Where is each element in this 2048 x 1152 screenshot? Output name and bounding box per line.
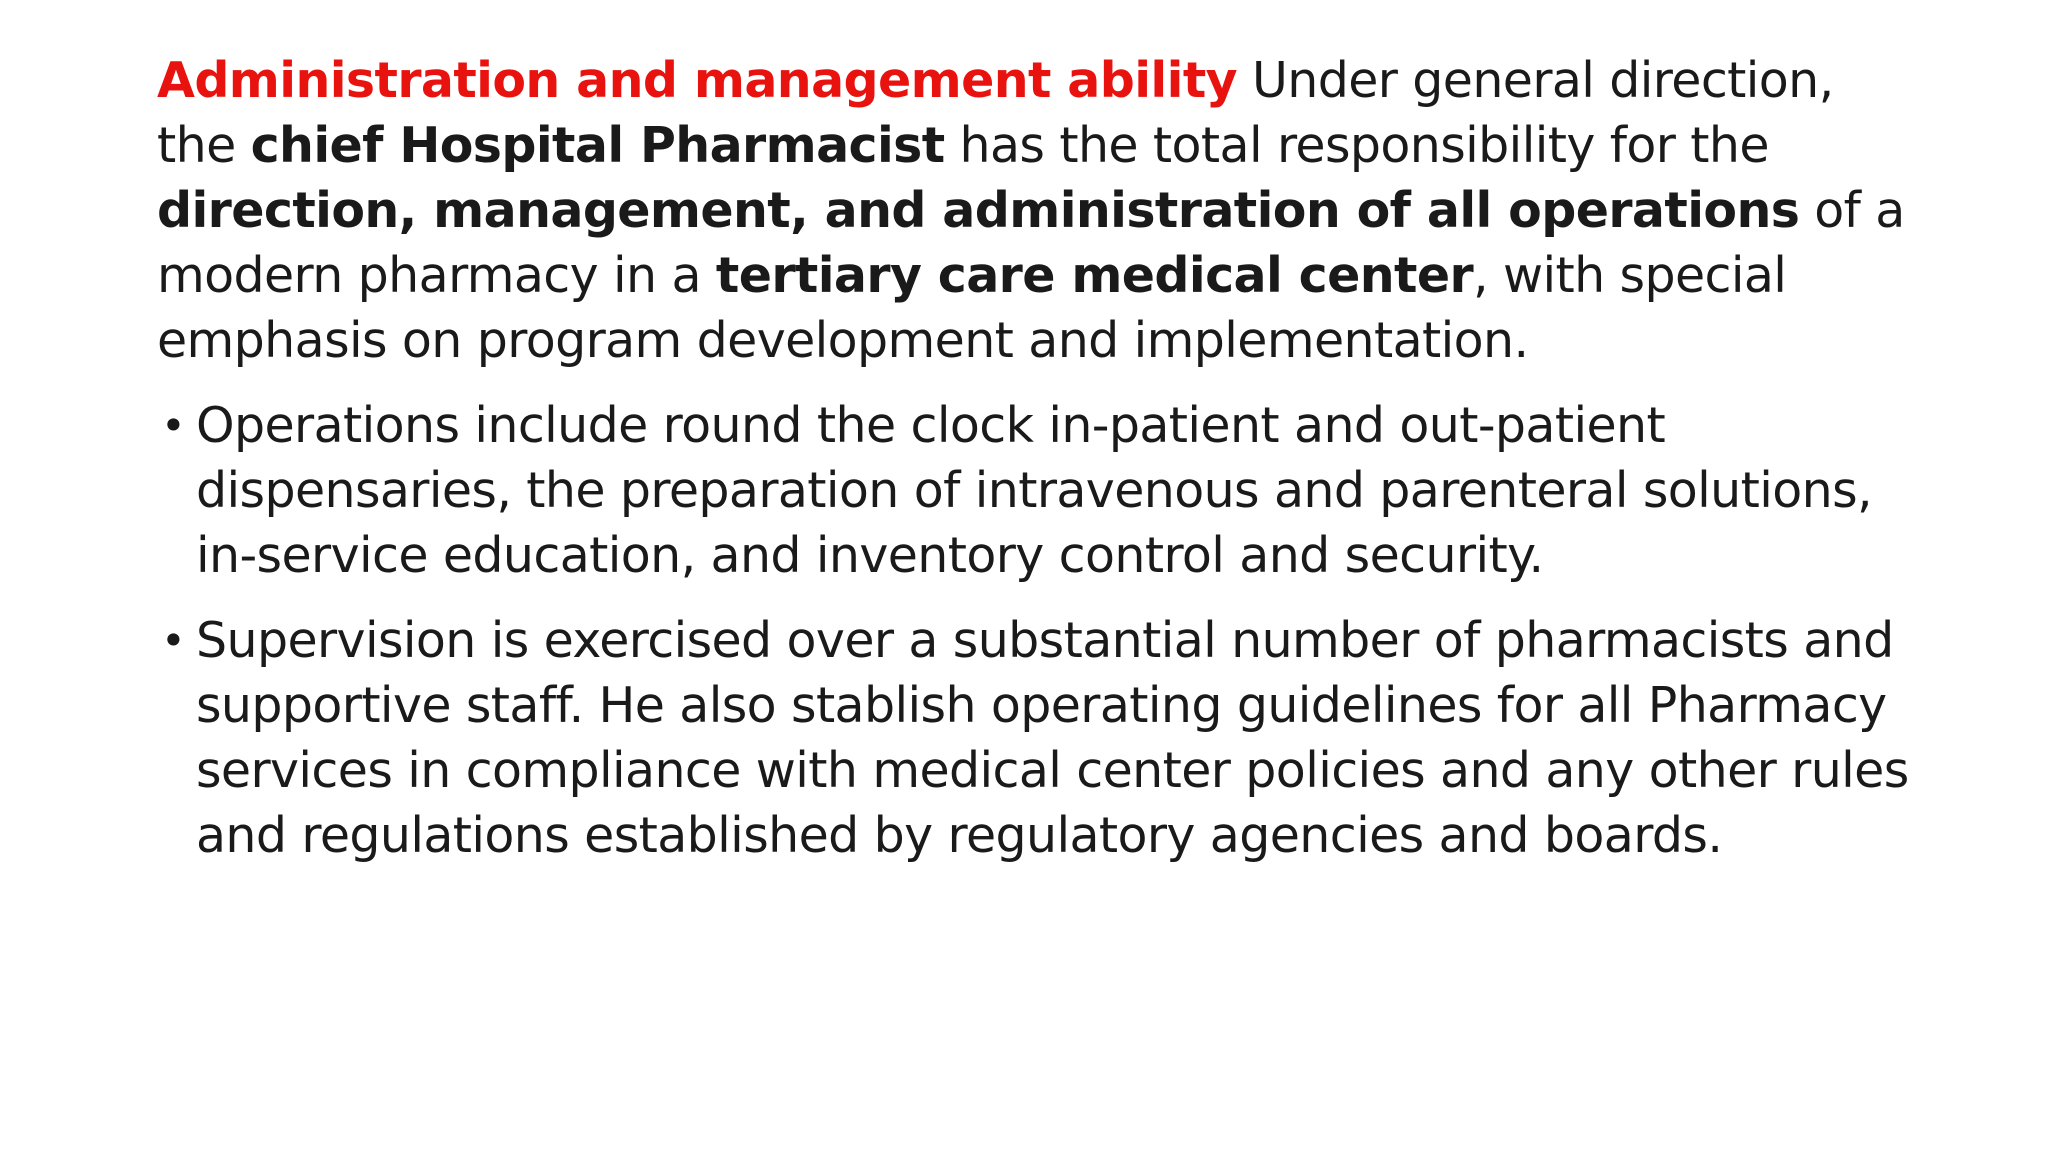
slide-content — [157, 48, 1917, 888]
bullet-item-operations — [157, 393, 1917, 588]
bullet-marker: • — [161, 616, 186, 665]
intro-bold-center: tertiary care medical center — [715, 247, 1474, 304]
intro-text-4: , with special emphasis on program development and implementation. — [157, 247, 1787, 369]
bullet-item-supervision — [157, 608, 1917, 868]
bullet-list — [157, 393, 1917, 868]
intro-text-2: has the total responsibility for the — [944, 117, 1769, 174]
bullet-text-supervision: Supervision is exercised over a substantial number of pharmacists and supportive staff. He also stablish operating guidelines for all Pharmacy services in compliance with medical center policies and any other rules and regulations established by regulatory agencies and boards. — [196, 612, 1909, 864]
section-heading: Administration and management ability — [157, 52, 1237, 109]
bullet-marker: • — [161, 401, 186, 450]
intro-bold-role: chief Hospital Pharmacist — [250, 117, 945, 174]
intro-text-1: Under general direction, the — [157, 52, 1834, 174]
intro-text-3: of a modern pharmacy in a — [157, 182, 1905, 304]
intro-bold-responsibility: direction, management, and administration of all operations — [157, 182, 1800, 239]
bullet-text-operations: Operations include round the clock in-patient and out-patient dispensaries, the preparation of intravenous and parenteral solutions, in-service education, and inventory control and security. — [196, 397, 1872, 584]
intro-paragraph — [157, 48, 1917, 373]
